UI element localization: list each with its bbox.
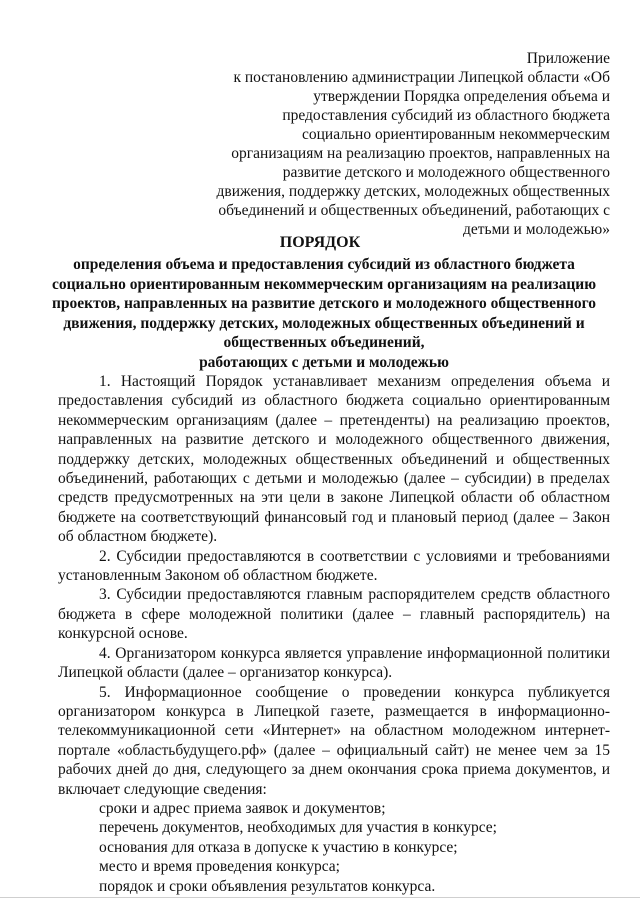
subtitle-line: социально ориентированным некоммерческим организациям на реализацию: [51, 275, 597, 293]
document-subtitle: [50, 255, 598, 372]
list-item: основания для отказа в допуске к участию в конкурсе;: [99, 838, 458, 856]
appendix-line: к постановлению администрации Липецкой области «Об: [233, 69, 610, 86]
subtitle-line: проектов, направленных на развитие детского и молодежного общественного: [51, 295, 597, 312]
appendix-line: предоставления субсидий из областного бюджета: [282, 107, 610, 124]
appendix-line: развитие детского и молодежного общественного: [282, 164, 610, 181]
appendix-line: социально ориентированным некоммерческим: [302, 126, 610, 143]
appendix-line: утверждении Порядка определения объема и: [313, 88, 610, 105]
paragraph-4: 4. Организатором конкурса является управление информационной политики Липецкой области (далее – организатор конкурса).: [58, 644, 610, 682]
appendix-line: организациям на реализацию проектов, направленных на: [231, 145, 610, 162]
appendix-line: Приложение: [526, 50, 610, 67]
subtitle-line: общественных объединений,: [223, 334, 425, 351]
appendix-line: детьми и молодежью»: [462, 221, 610, 238]
appendix-line: объединений и общественных объединений, работающих с: [218, 202, 610, 219]
page-bottom-rule: [0, 897, 640, 898]
subtitle-line: работающих с детьми и молодежью: [199, 353, 449, 371]
document-title: ПОРЯДОК: [279, 234, 361, 251]
list-item: порядок и сроки объявления результатов конкурса.: [99, 877, 436, 895]
appendix-header: [140, 49, 610, 239]
subtitle-line: определения объема и предоставления субсидий из областного бюджета: [73, 256, 575, 273]
paragraph-1: 1. Настоящий Порядок устанавливает механизм определения объема и предоставления субсидий из областного бюджета социально ориентированным некоммерческим организациям (далее – претенденты) на реализацию проектов, направленных на развитие детского и молодежного общественного движения, поддержку детских, молодежных общественных объединений и общественных объединений, работающих с детьми и молодежью (далее – субсидии) в пределах средств предусмотренных на эти цели в законе Липецкой области об областном бюджете на соответствующий финансовый год и плановый период (далее – Закон об областном бюджете).: [58, 373, 610, 546]
list-item: перечень документов, необходимых для участия в конкурсе;: [99, 819, 497, 837]
list-item: сроки и адрес приема заявок и документов;: [99, 799, 386, 817]
paragraph-5: 5. Информационное сообщение о проведении конкурса публикуется организатором конкурса в Липецкой газете, размещается в информационно-телекоммуникационной сети «Интернет» на областном молодежном интернет-портале «областьбудущего.рф» (далее – официальный сайт) не менее чем за 15 рабочих дней до дня, следующего за днем окончания срока приема документов, и включает следующие сведения:: [58, 683, 610, 798]
list-item: место и время проведения конкурса;: [99, 858, 340, 876]
document-body: [58, 372, 610, 896]
appendix-line: движения, поддержку детских, молодежных общественных: [216, 183, 610, 200]
paragraph-3: 3. Субсидии предоставляются главным распорядителем средств областного бюджета в сфере молодежной политики (далее – главный распорядитель) на конкурсной основе.: [58, 586, 610, 643]
subtitle-line: движения, поддержку детских, молодежных общественных объединений и: [63, 314, 585, 332]
paragraph-2: 2. Субсидии предоставляются в соответствии с условиями и требованиями установленным Законом об областном бюджете.: [58, 547, 610, 585]
